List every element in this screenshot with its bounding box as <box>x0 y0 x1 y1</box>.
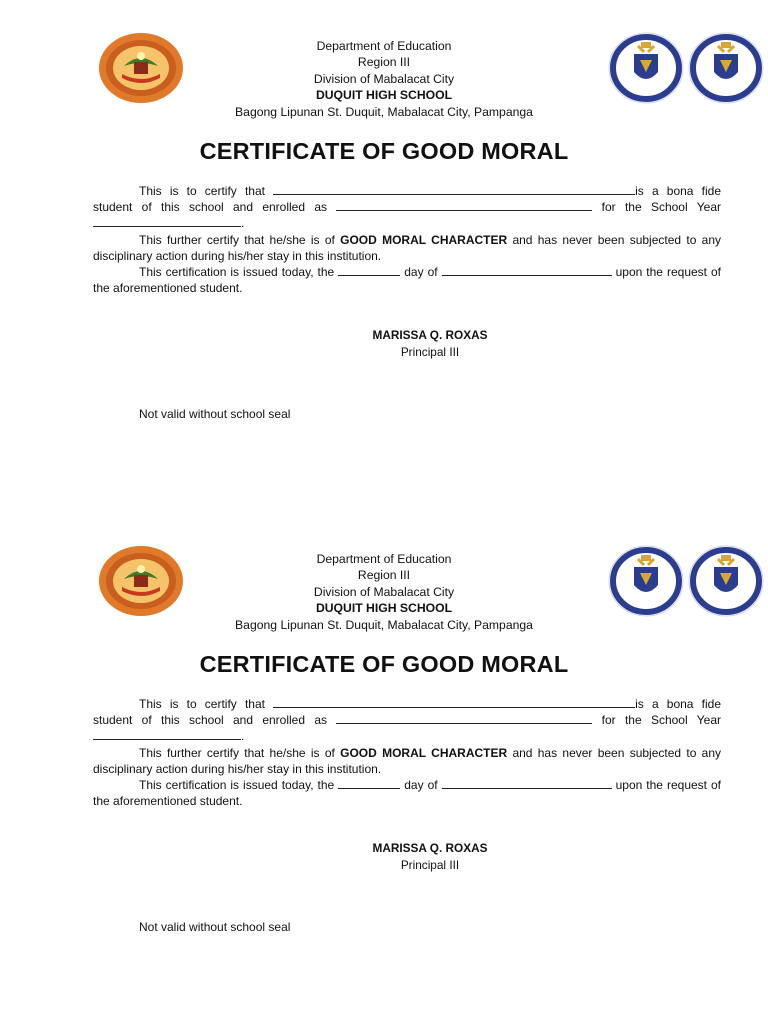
signatory-name: MARISSA Q. ROXAS <box>372 328 488 342</box>
signatory-title: Principal III <box>400 857 460 872</box>
grade-level-blank <box>336 199 592 211</box>
text-segment: This is to certify that <box>139 697 274 711</box>
header-address: Bagong Lipunan St. Duquit, Mabalacat City, Pampanga <box>235 617 533 632</box>
signature-block <box>0 327 768 360</box>
header-line-department: Department of Education <box>316 552 452 566</box>
day-blank <box>338 777 400 789</box>
text-segment: . <box>241 729 245 744</box>
month-blank <box>442 264 612 276</box>
student-name-blank <box>273 183 635 195</box>
certificate-title: CERTIFICATE OF GOOD MORAL <box>199 651 569 677</box>
school-year-blank <box>93 728 241 740</box>
header-line-department: Department of Education <box>316 39 452 53</box>
paragraph-certify <box>93 183 721 232</box>
paragraph-issued <box>93 777 721 809</box>
header-address: Bagong Lipunan St. Duquit, Mabalacat City, Pampanga <box>235 104 533 119</box>
signatory-name: MARISSA Q. ROXAS <box>372 841 488 855</box>
student-name-blank <box>273 696 635 708</box>
text-segment: and has never been subjected to any disciplinary action during his/her stay in this institution. <box>93 232 721 263</box>
certificate-body <box>93 696 721 809</box>
header-line-division: Division of Mabalacat City <box>313 71 455 86</box>
header-line-region: Region III <box>357 55 411 70</box>
certificate-bottom <box>0 513 768 1013</box>
month-blank <box>442 777 612 789</box>
seal-validity-note: Not valid without school seal <box>139 407 291 421</box>
text-segment: is a bona fide student of this school and enrolled as <box>93 697 721 728</box>
text-segment: This certification is issued today, the <box>139 265 339 280</box>
text-segment: This further certify that he/she is of <box>139 745 341 760</box>
text-segment: This certification is issued today, the <box>139 778 339 793</box>
certificate-top <box>0 0 768 500</box>
text-segment: for the School Year <box>592 200 721 215</box>
text-segment: and has never been subjected to any disciplinary action during his/her stay in this institution. <box>93 745 721 776</box>
text-segment: upon the request of the aforementioned student. <box>93 265 722 296</box>
paragraph-issued <box>93 264 721 296</box>
day-blank <box>338 264 400 276</box>
text-segment: day of <box>400 265 442 280</box>
paragraph-good-moral <box>93 745 721 777</box>
letterhead <box>0 551 768 633</box>
text-segment: This further certify that he/she is of <box>139 232 341 247</box>
text-segment: is a bona fide student of this school and enrolled as <box>93 184 721 215</box>
letterhead <box>0 38 768 120</box>
good-moral-emphasis: GOOD MORAL CHARACTER <box>340 745 508 760</box>
certificate-body <box>93 183 721 296</box>
header-line-division: Division of Mabalacat City <box>313 584 455 599</box>
good-moral-emphasis: GOOD MORAL CHARACTER <box>340 232 508 247</box>
paragraph-certify <box>93 696 721 745</box>
signatory-title: Principal III <box>400 344 460 359</box>
certificate-title: CERTIFICATE OF GOOD MORAL <box>199 138 569 164</box>
grade-level-blank <box>336 712 592 724</box>
text-segment: . <box>241 216 245 231</box>
seal-validity-note: Not valid without school seal <box>139 920 291 934</box>
text-segment: upon the request of the aforementioned student. <box>93 778 722 809</box>
paragraph-good-moral <box>93 232 721 264</box>
header-school-name: DUQUIT HIGH SCHOOL <box>315 88 453 103</box>
text-segment: day of <box>400 778 442 793</box>
text-segment: for the School Year <box>592 713 721 728</box>
text-segment: This is to certify that <box>139 184 274 198</box>
header-school-name: DUQUIT HIGH SCHOOL <box>315 601 453 616</box>
school-year-blank <box>93 215 241 227</box>
header-line-region: Region III <box>357 568 411 583</box>
signature-block <box>0 840 768 873</box>
